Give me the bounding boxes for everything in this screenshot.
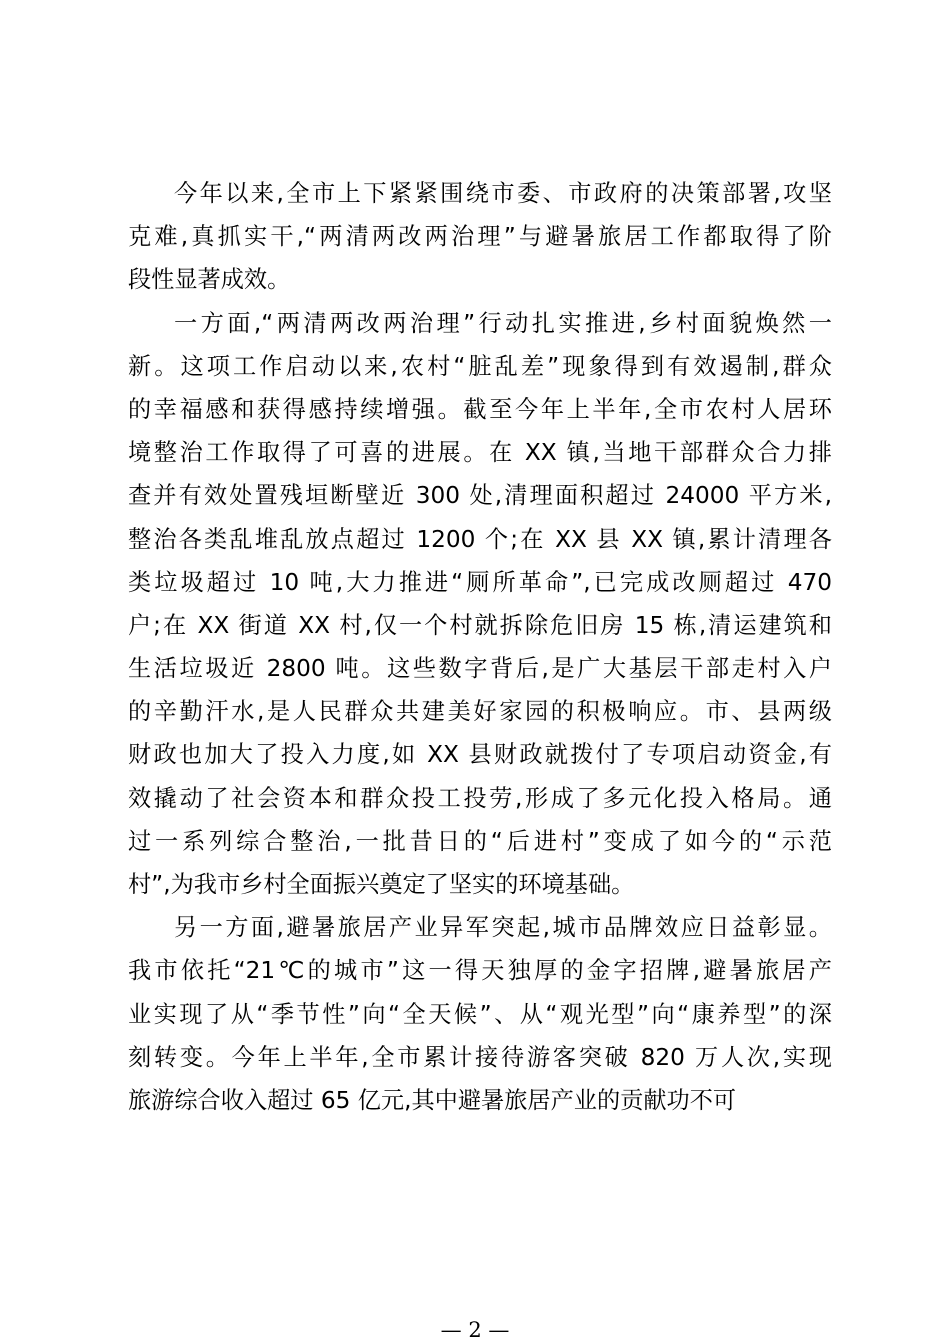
text-line: 类垃圾超过 10 吨,大力推进“厕所革命”,已完成改厕超过 470 (128, 568, 832, 596)
page-number: — 2 — (440, 1318, 510, 1342)
text-line: 整治各类乱堆乱放点超过 1200 个;在 XX 县 XX 镇,累计清理各 (128, 525, 832, 553)
document-body (128, 172, 832, 1122)
paragraph-2 (128, 302, 832, 907)
text-line: 查并有效处置残垣断壁近 300 处,清理面积超过 24000 平方米, (128, 482, 832, 510)
text-line: 业实现了从“季节性”向“全天候”、从“观光型”向“康养型”的深 (128, 1000, 832, 1028)
text-line: 一方面,“两清两改两治理”行动扎实推进,乡村面貌焕然一 (174, 309, 832, 337)
text-line: 财政也加大了投入力度,如 XX 县财政就拨付了专项启动资金,有 (128, 741, 832, 769)
text-line: 我市依托“21℃的城市”这一得天独厚的金字招牌,避暑旅居产 (128, 957, 832, 985)
text-line: 的幸福感和获得感持续增强。截至今年上半年,全市农村人居环 (128, 395, 832, 423)
text-line: 今年以来,全市上下紧紧围绕市委、市政府的决策部署,攻坚 (174, 180, 832, 207)
text-line: 克难,真抓实干,“两清两改两治理”与避暑旅居工作都取得了阶 (128, 223, 832, 251)
text-line: 新。这项工作启动以来,农村“脏乱差”现象得到有效遏制,群众 (128, 352, 832, 380)
paragraph-3 (128, 906, 832, 1122)
text-line: 过一系列综合整治,一批昔日的“后进村”变成了如今的“示范 (128, 827, 832, 855)
text-line: 另一方面,避暑旅居产业异军突起,城市品牌效应日益彰显。 (174, 914, 832, 942)
text-line: 户;在 XX 街道 XX 村,仅一个村就拆除危旧房 15 栋,清运建筑和 (128, 611, 832, 639)
text-line: 的辛勤汗水,是人民群众共建美好家园的积极响应。市、县两级 (128, 698, 832, 726)
paragraph-1 (128, 172, 832, 302)
text-line: 段性显著成效。 (128, 266, 291, 294)
text-line: 效撬动了社会资本和群众投工投劳,形成了多元化投入格局。通 (128, 784, 832, 812)
text-line: 村”,为我市乡村全面振兴奠定了坚实的环境基础。 (128, 871, 635, 898)
text-line: 生活垃圾近 2800 吨。这些数字背后,是广大基层干部走村入户 (128, 655, 832, 683)
text-line: 境整治工作取得了可喜的进展。在 XX 镇,当地干部群众合力排 (128, 439, 832, 467)
text-line: 旅游综合收入超过 65 亿元,其中避暑旅居产业的贡献功不可 (128, 1086, 737, 1114)
text-line: 刻转变。今年上半年,全市累计接待游客突破 820 万人次,实现 (128, 1043, 832, 1071)
